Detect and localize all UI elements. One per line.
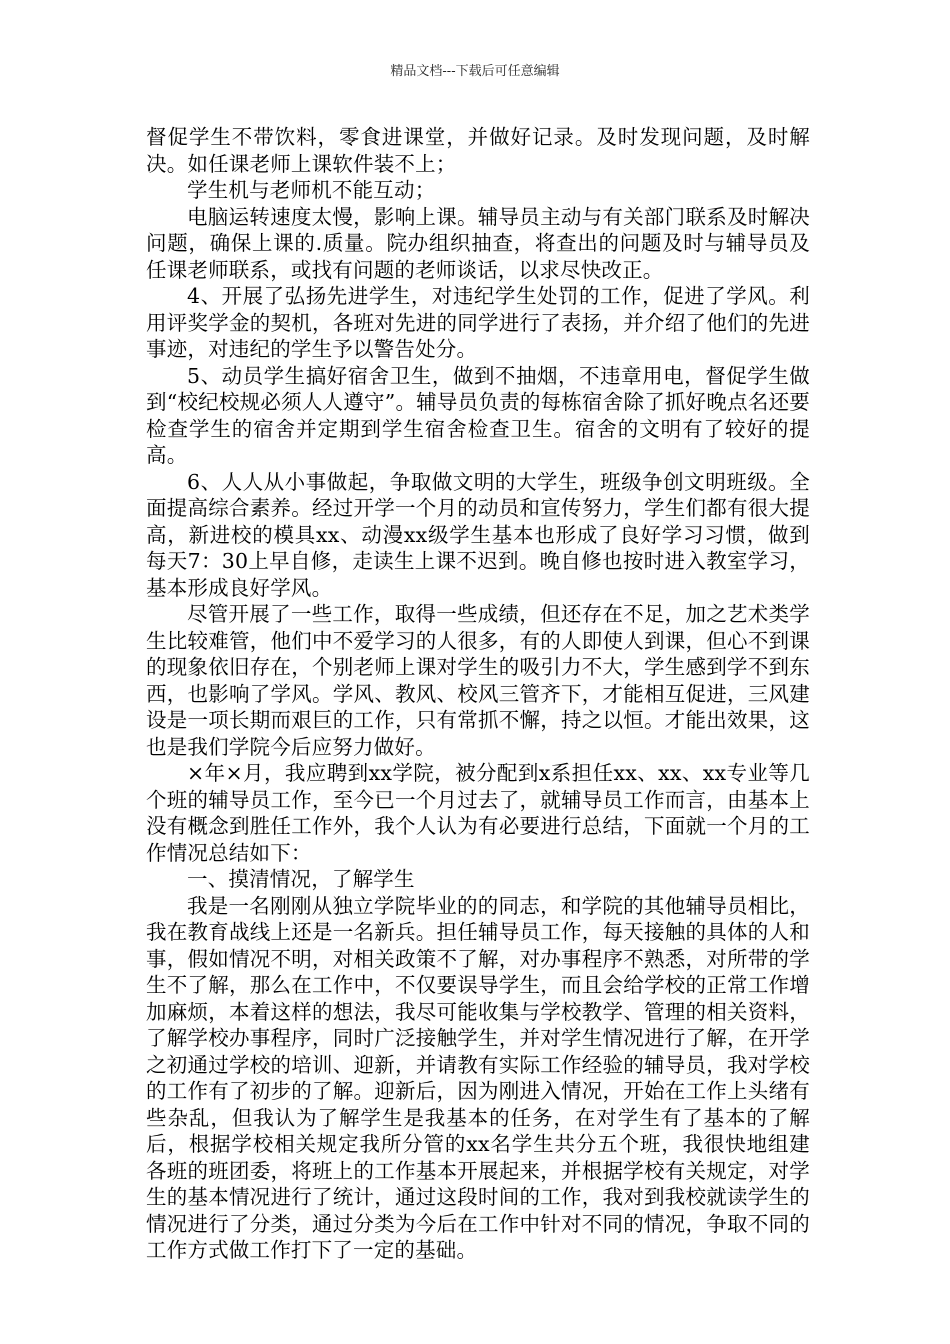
paragraph: 督促学生不带饮料，零食进课堂，并做好记录。及时发现问题，及时解决。如任课老师上课软件装不上； xyxy=(146,125,810,176)
section-heading: 一、摸清情况，了解学生 xyxy=(187,867,415,891)
paragraph: 尽管开展了一些工作，取得一些成绩，但还存在不足，加之艺术类学生比较难管，他们中不爱学习的人很多，有的人即使人到课，但心不到课的现象依旧存在，个别老师上课对学生的吸引力不大，学生感到学不到东西，也影响了学风。学风、教风、校风三管齐下，才能相互促进，三风建设是一项长期而艰巨的工作，只有常抓不懈，持之以恒。才能出效果，这也是我们学院今后应努力做好。 xyxy=(146,602,810,759)
paragraph: 电脑运转速度太慢，影响上课。辅导员主动与有关部门联系及时解决问题，确保上课的.质量。院办组织抽查，将查出的问题及时与辅导员及任课老师联系，或找有问题的老师谈话，以求尽快改正。 xyxy=(146,204,810,282)
paragraph: 6、人人从小事做起，争取做文明的大学生，班级争创文明班级。全面提高综合素养。经过开学一个月的动员和宣传努力，学生们都有很大提高，新进校的模具xx、动漫xx级学生基本也形成了良好学习习惯，做到每天7：30上早自修，走读生上课不迟到。晚自修也按时进入教室学习，基本形成良好学风。 xyxy=(146,469,810,600)
paragraph: 我是一名刚刚从独立学院毕业的的同志，和学院的其他辅导员相比，我在教育战线上还是一名新兵。担任辅导员工作，每天接触的具体的人和事，假如情况不明，对相关政策不了解，对办事程序不熟悉，对所带的学生不了解，那么在工作中，不仅要误导学生，而且会给学校的正常工作增加麻烦，本着这样的想法，我尽可能收集与学校教学、管理的相关资料，了解学校办事程序，同时广泛接触学生，并对学生情况进行了解，在开学之初通过学校的培训、迎新，并请教有实际工作经验的辅导员，我对学校的工作有了初步的了解。迎新后，因为刚进入情况，开始在工作上头绪有些杂乱，但我认为了解学生是我基本的任务，在对学生有了基本的了解后，根据学校相关规定我所分管的xx名学生共分五个班，我很快地组建各班的班团委，将班上的工作基本开展起来，并根据学校有关规定，对学生的基本情况进行了统计，通过这段时间的工作，我对到我校就读学生的情况进行了分类，通过分类为今后在工作中针对不同的情况，争取不同的工作方式做工作打下了一定的基础。 xyxy=(146,893,810,1262)
paragraph: 4、开展了弘扬先进学生，对违纪学生处罚的工作，促进了学风。利用评奖学金的契机，各班对先进的同学进行了表扬，并介绍了他们的先进事迹，对违纪的学生予以警告处分。 xyxy=(146,284,810,361)
paragraph: ×年×月，我应聘到xx学院，被分配到x系担任xx、xx、xx专业等几个班的辅导员工作，至今已一个月过去了，就辅导员工作而言，由基本上没有概念到胜任工作外，我个人认为有必要进行总结，下面就一个月的工作情况总结如下： xyxy=(146,761,810,865)
page-header: 精品文档---下载后可任意编辑 xyxy=(390,64,560,79)
paragraph: 学生机与老师机不能互动； xyxy=(187,178,436,202)
document-body xyxy=(146,124,810,1264)
paragraph: 5、动员学生搞好宿舍卫生，做到不抽烟，不违章用电，督促学生做到“校纪校规必须人人遵守”。辅导员负责的每栋宿舍除了抓好晚点名还要检查学生的宿舍并定期到学生宿舍检查卫生。宿舍的文明有了较好的提高。 xyxy=(146,363,810,467)
